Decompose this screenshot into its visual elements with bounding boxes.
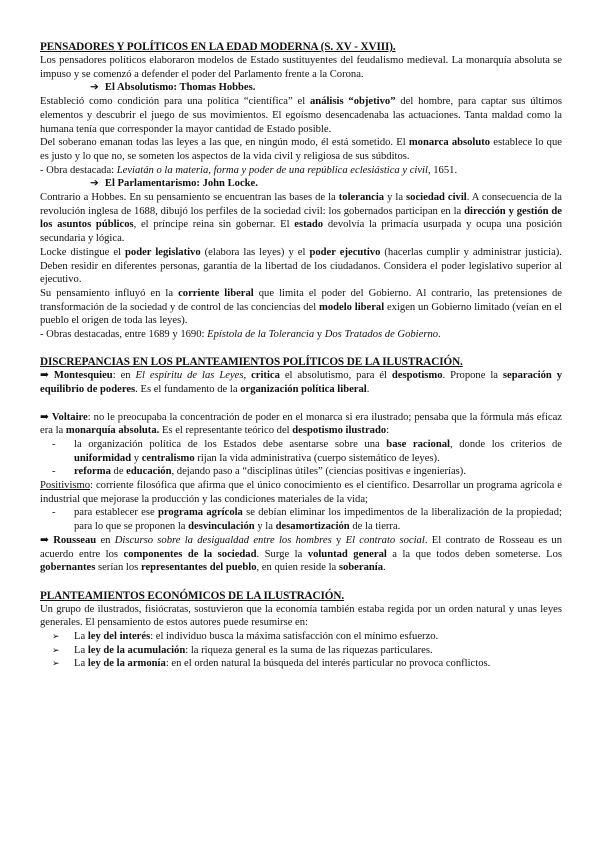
economics-laws-list [40,630,562,671]
locke-paragraph-1: Contrario a Hobbes. En su pensamiento se encuentran las bases de la tolerancia y la sociedad civil. A consecuencia de la revolución inglesa de 1688, dibujó los perfiles de la sociedad civil: los gobernados participan en la dirección y gestión de los asuntos públicos, el príncipe reina sin gobernar. El estado devolvía la primacía usurpada y ocupa una posición secundaria y lógica. [40,192,563,245]
document-page [40,40,562,671]
intro-paragraph: Los pensadores políticos elaboraron modelos de Estado sustituyentes del feudalismo medieval. La monarquía absoluta se impuso y se comenzó a defender el poder del Parlamento frente a la Corona. [40,55,562,80]
locke-works: - Obras destacadas, entre 1689 y 1690: Epístola de la Tolerancia y Dos Tratados de Gobierno. [40,329,441,341]
section-heading-enlightenment-economics: PLANTEAMIENTOS ECONÓMICOS DE LA ILUSTRACIÓN. [40,589,345,602]
economics-intro: Un grupo de ilustrados, fisiócratas, sostuvieron que la economía también estaba regida por un orden natural y unas leyes generales. El pensamiento de estos autores puede resumirse en: [40,603,562,629]
section-heading-modern-age: PENSADORES Y POLÍTICOS EN LA EDAD MODERNA (S. XV - XVIII). [40,41,396,53]
arrow-icon: ➔ [90,82,99,94]
voltaire-list [40,438,562,479]
list-item: ➢ La ley del interés: el individuo busca la máxima satisfacción con el mínimo esfuerzo. [52,631,439,643]
rousseau-paragraph: ➡ Rousseau en Discurso sobre la desigualdad entre los hombres y El contrato social. El contrato de Rosseau es un acuerdo entre los componentes de la sociedad. Surge la voluntad general a la que todos deben someterse. Los gobernantes serían los representantes del pueblo, en quien reside la soberanía. [40,534,563,574]
arrow-right-icon: ➡ [40,370,49,382]
hobbes-paragraph-2: Del soberano emanan todas las leyes a las que, en ningún modo, él está sometido. El monarca absoluto establece lo que es justo y lo que no, se someten los aspectos de la vida civil y religiosa de sus súbditos. [40,137,562,162]
subheading-locke-label: El Parlamentarismo: John Locke. [104,178,258,190]
arrowhead-bullet-icon: ➢ [52,644,60,655]
subheading-hobbes [40,81,562,95]
list-item: - reforma de educación, dejando paso a “disciplinas útiles” (ciencias positivas e ingenierías). [52,466,466,478]
subheading-hobbes-label: El Absolutismo: Thomas Hobbes. [104,82,256,94]
locke-paragraph-3: Su pensamiento influyó en la corriente liberal que limita el poder del Gobierno. Al contrario, las pretensiones de transformación de la sociedad y de control de las conciencias del modelo liberal exigen un Gobierno limitado (veían en el pueblo el origen de toda las leyes). [40,287,563,327]
arrowhead-bullet-icon: ➢ [52,631,60,642]
list-item: - para establecer ese programa agrícola se debían eliminar los impedimentos de la liberalización de la propiedad; para lo que se proponen la desvinculación y la desamortización de la tierra. [52,507,563,533]
hobbes-work: - Obra destacada: Leviatán o la materia, forma y poder de una república eclesiástica y civil, 1651. [40,164,458,176]
voltaire-paragraph: ➡ Voltaire: no le preocupaba la concentración de poder en el monarca si era ilustrado; pensaba que la fórmula más eficaz era la monarquía absoluta. Es el representante teórico del despotismo ilustrado: [40,411,562,437]
subheading-locke [40,177,562,191]
positivismo-list [40,506,562,533]
positivismo-paragraph: Positivismo: corriente filosófica que afirma que el único conocimiento es el científico. Desarrollar un programa agrícola e industrial que mejorase la producción y las condiciones materiales de la vida; [40,480,562,505]
locke-paragraph-2: Locke distingue el poder legislativo (elabora las leyes) y el poder ejecutivo (hacerlas cumplir y administrar justicia). Deben residir en diferentes personas, garantía de la libertad de los ciudadanos. Considera el poder legislativo superior al ejecutivo. [40,246,562,286]
section-heading-enlightenment-politics: DISCREPANCIAS EN LOS PLANTEAMIENTOS POLÍTICOS DE LA ILUSTRACIÓN. [40,356,463,369]
arrow-icon: ➔ [90,178,99,190]
list-item: - la organización política de los Estados debe asentarse sobre una base racional, donde los criterios de uniformidad y centralismo rijan la vida administrativa (cuerpo sistemático de leyes). [52,438,562,464]
arrow-right-icon: ➡ [40,411,49,423]
hobbes-paragraph-1: Estableció como condición para una política “científica” el análisis “objetivo” del hombre, para captar sus últimos elementos y descubrir el juego de sus movimientos. El egoísmo desencadenaba las actuaciones. Tanta maldad como la humana tenía que corresponder la mayor cantidad de Estado posible. [40,96,562,135]
montesquieu-paragraph: ➡ Montesquieu: en El espíritu de las Leyes, critica el absolutismo, para él despotismo. Propone la separación y equilibrio de poderes. Es el fundamento de la organización política liberal. [40,370,562,396]
arrowhead-bullet-icon: ➢ [52,658,60,669]
arrow-right-icon: ➡ [40,534,49,546]
list-item: ➢ La ley de la armonía: en el orden natural la búsqueda del interés particular no provoca conflictos. [52,658,491,670]
list-item: ➢ La ley de la acumulación: la riqueza general es la suma de las riquezas particulares. [52,644,433,656]
